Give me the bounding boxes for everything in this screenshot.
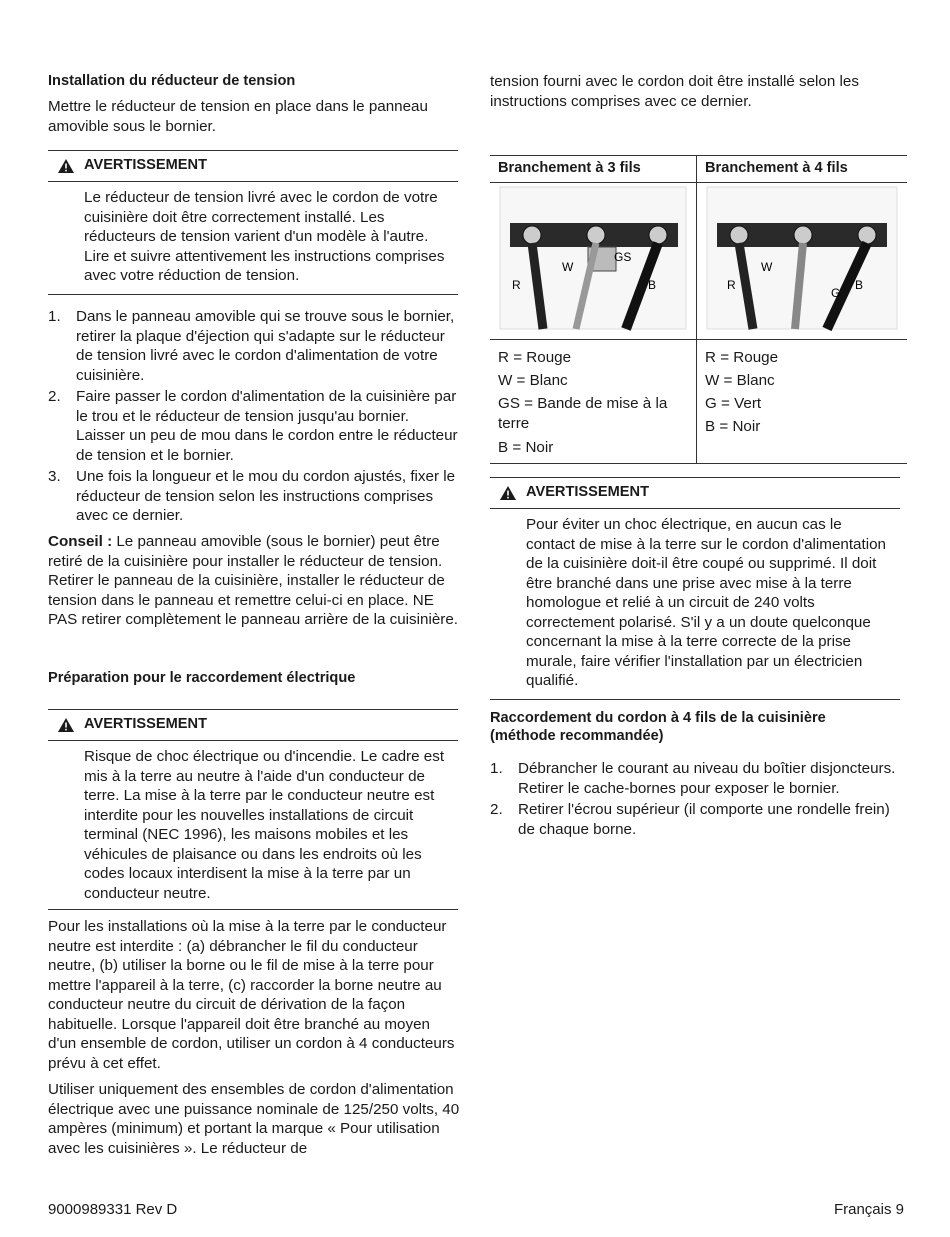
warning-text: Le réducteur de tension livré avec le cordon de votre cuisinière doit être correctement installé. Les réducteurs de tension varient d'un modèle à l'autre. Lire et suivre attentivement les instructions comprises avec votre réduction de tension. [84,189,445,284]
cord-rating-paragraph: Utiliser uniquement des ensembles de cordon d'alimentation électrique avec une puissance nominale de 125/250 volts, 40 ampères (minimum) et portant la marque « Pour utilisation avec les cuisinières ». Le réducteur de [48,1081,460,1157]
footer-page-label: Français 9 [833,1201,904,1218]
label-r: R [512,278,521,292]
legend-item: G = Vert [705,395,762,412]
header-4-wire: Branchement à 4 fils [697,156,908,183]
legend-item: GS = Bande de mise à la terre [498,395,668,432]
section-title-strain-relief: Installation du réducteur de tension [48,73,296,89]
warning-title: AVERTISSEMENT [84,716,207,733]
step-number: 1. [490,760,503,777]
warning-triangle-icon [500,486,516,500]
tip-text: Le panneau amovible (sous le bornier) peut être retiré de la cuisinière pour installer le réducteur de tension. Retirer le panneau de la cuisinière, installer le réducteur de tension dans le panneau et remettre celui-ci en place. NE PAS retirer complètement le panneau arrière de la cuisinière. [48,533,458,628]
legend-item: W = Blanc [705,372,775,389]
step-text: Dans le panneau amovible qui se trouve sous le bornier, retirer la plaque d'éjection qui s'adapte sur le réducteur de tension livré avec le cordon d'alimentation de votre cuisinière. [76,308,455,384]
label-r: R [727,278,736,292]
warning-triangle-icon [58,718,74,732]
label-b: B [855,278,864,292]
warning-triangle-icon [58,159,74,173]
list-item [490,759,903,798]
strain-relief-steps [48,307,460,526]
warning-header [48,151,458,182]
strain-relief-continuation: tension fourni avec le cordon doit être installé selon les instructions comprises avec ce dernier. [490,73,859,110]
legend-item: B = Noir [498,439,554,456]
step-number: 2. [48,388,61,405]
section-title-4-wire-connection: Raccordement du cordon à 4 fils de la cuisinière (méthode recommandée) [490,710,826,744]
tip-paragraph [48,532,460,630]
legend-4-wire [697,340,908,464]
step-text: Faire passer le cordon d'alimentation de la cuisinière par le trou et le réducteur de tension jusqu'au bornier. Laisser un peu de mou dans le cordon entre le réducteur de tension et le bornier. [76,388,458,464]
warning-header [490,478,900,509]
legend-3-wire [490,340,697,464]
list-item [490,800,903,839]
warning-title: AVERTISSEMENT [84,157,207,174]
diagram-4-wire-cell [697,183,908,340]
label-w: W [761,260,773,274]
list-item [48,307,460,385]
step-text: Une fois la longueur et le mou du cordon ajustés, fixer le réducteur de tension selon les instructions comprises avec ce dernier. [76,468,456,524]
step-number: 1. [48,308,61,325]
legend-item: B = Noir [705,418,761,435]
legend-item: W = Blanc [498,372,568,389]
warning-text: Pour éviter un choc électrique, en aucun cas le contact de mise à la terre sur le cordon d'alimentation de la cuisinière doit-il être coupé ou supprimé. Il doit être branché dans une prise avec mise à la terre homologue et relié à un circuit de 240 volts correctement polarisé. S'il y a un doute quelconque concernant la mise à la terre correcte de la prise murale, faire vérifier l'installation par un électricien qualifié. [526,516,886,689]
warning-text: Risque de choc électrique ou d'incendie. Le cadre est mis à la terre au neutre à l'aide d'un conducteur de terre. La mise à la terre par le conducteur neutre est interdite pour les nouvelles installations de circuit terminal (NEC 1996), les maisons mobiles et les véhicules de plaisance ou dans les endroits où les codes locaux interdisent la mise à la terre par un conducteur neutre. [84,748,445,902]
footer-doc-number: 9000989331 Rev D [48,1201,178,1218]
warning-header [48,710,458,741]
warning-box-strain-relief [48,150,458,295]
label-w: W [562,260,574,274]
section-title-electrical-prep: Préparation pour le raccordement électrique [48,670,356,686]
strain-relief-intro: Mettre le réducteur de tension en place dans le panneau amovible sous le bornier. [48,98,428,135]
header-3-wire: Branchement à 3 fils [490,156,697,183]
label-g: G [831,286,841,300]
legend-item: R = Rouge [498,349,572,366]
step-number: 2. [490,801,503,818]
list-item [48,467,460,526]
connection-steps [490,759,903,839]
warning-title: AVERTISSEMENT [526,484,649,501]
tip-label: Conseil : [48,533,113,550]
step-text: Débrancher le courant au niveau du boîtier disjoncteurs. Retirer le cache-bornes pour exposer le bornier. [518,760,896,797]
label-b: B [648,278,657,292]
warning-box-electrical-shock [48,709,458,910]
step-text: Retirer l'écrou supérieur (il comporte une rondelle frein) de chaque borne. [518,801,890,838]
diagram-3-wire-cell [490,183,697,340]
list-item [48,387,460,465]
label-gs: GS [614,250,632,264]
wiring-table [490,155,907,464]
legend-item: R = Rouge [705,349,779,366]
terminal-4-wire-diagram [705,185,899,331]
terminal-3-wire-diagram [498,185,688,331]
grounding-paragraph: Pour les installations où la mise à la terre par le conducteur neutre est interdite : (a) débrancher le fil du conducteur neutre, (b) utiliser la borne ou le fil de mise à la terre pour mettre l'appareil à la terre, (c) raccorder la borne neutre au conducteur neutre du circuit de dérivation de la façon habituelle. Lorsque l'appareil doit être branché au moyen d'un ensemble de cordon, utiliser un cordon à 4 conducteurs prévu à cet effet. [48,918,455,1072]
warning-box-grounding [490,477,900,700]
step-number: 3. [48,468,61,485]
